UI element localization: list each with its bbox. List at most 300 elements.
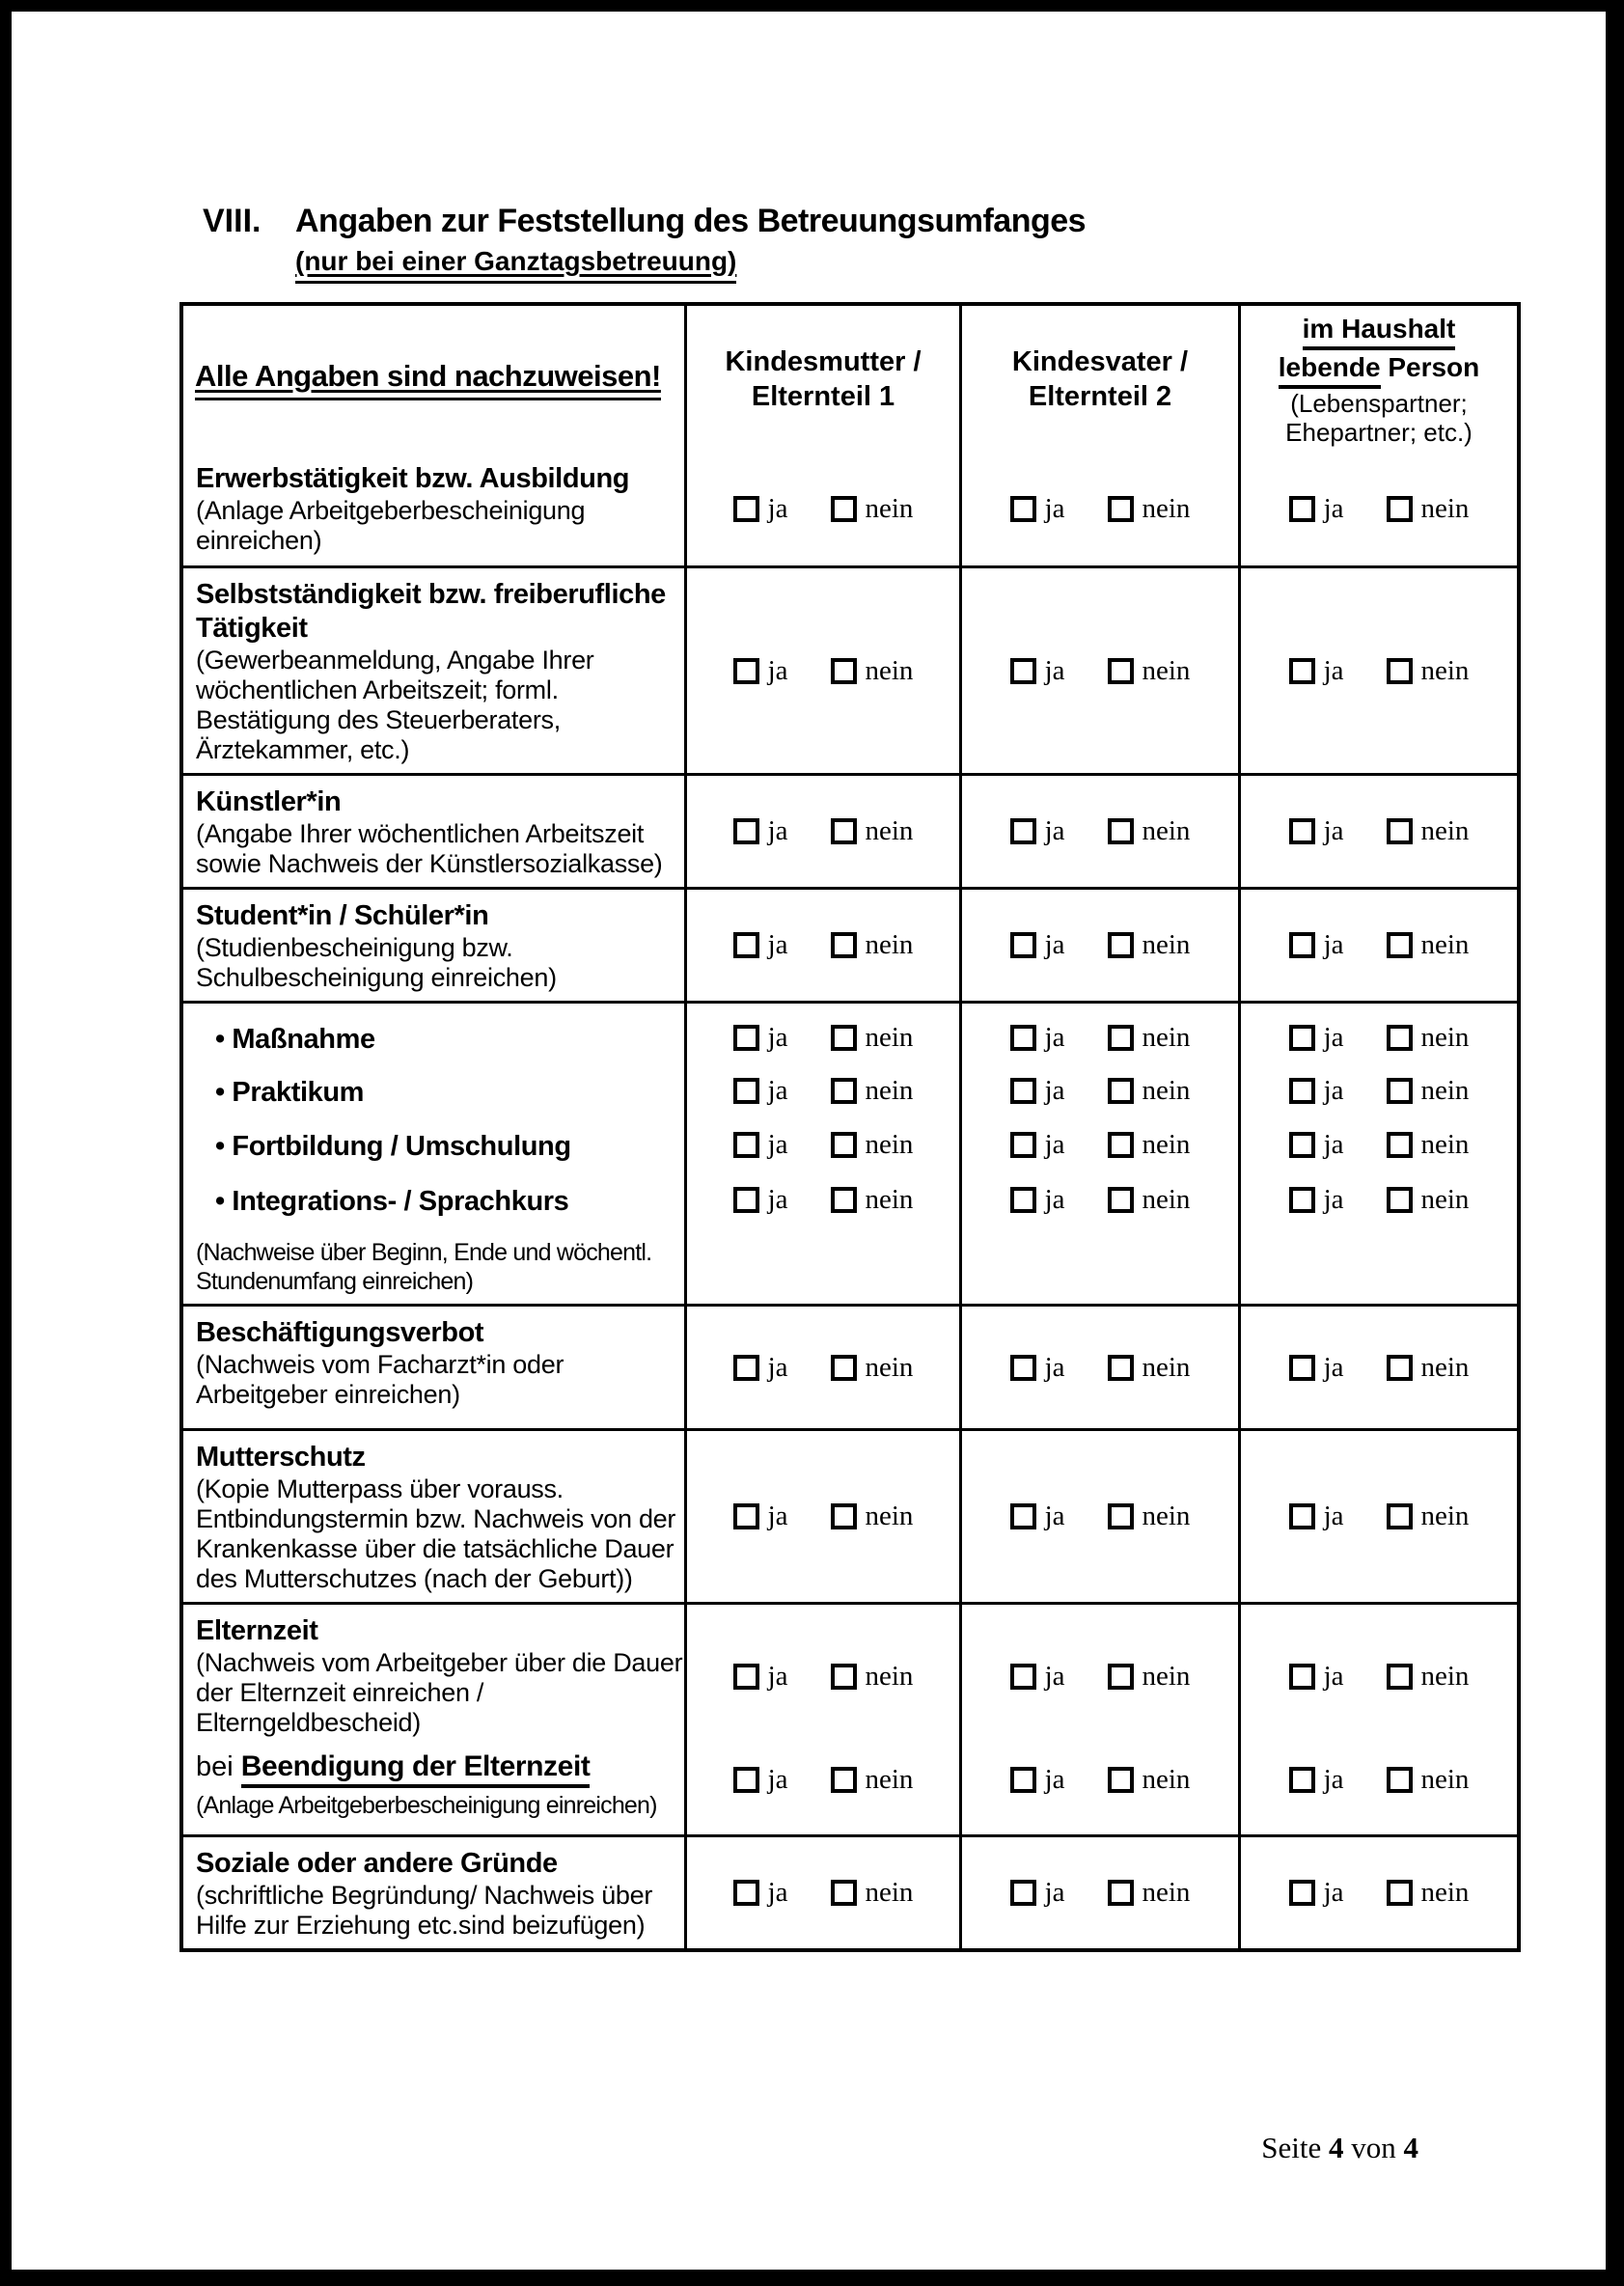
checkbox-nein-label: nein (865, 1129, 914, 1160)
checkbox-ja[interactable] (1289, 1767, 1315, 1793)
row-note: der Elternzeit einreichen / (196, 1678, 484, 1707)
answer-cell-father (959, 1307, 1238, 1428)
checkbox-nein-label: nein (865, 815, 914, 846)
checkbox-band (1243, 897, 1515, 993)
checkbox-nein[interactable] (1387, 818, 1413, 844)
table-row-elternzeit (183, 1602, 1517, 1834)
checkbox-band (964, 460, 1236, 558)
checkbox-ja-label: ja (1044, 1183, 1065, 1215)
header-col-mother: Kindesmutter / Elternteil 1 (684, 306, 959, 453)
row-note: Elterngeldbescheid) (196, 1708, 421, 1737)
checkbox-ja-label: ja (1323, 1501, 1344, 1531)
checkbox-nein[interactable] (1108, 658, 1134, 684)
checkbox-nein[interactable] (831, 1664, 857, 1690)
checkbox-group-father (1010, 1352, 1191, 1384)
checkbox-band (964, 1845, 1236, 1941)
row-note: Bestätigung des Steuerberaters, (196, 705, 561, 734)
checkbox-band (964, 1226, 1236, 1296)
checkbox-band (1243, 1314, 1515, 1420)
answer-cell-mother (684, 1605, 959, 1834)
checkbox-nein-label: nein (1420, 1075, 1470, 1106)
checkbox-nein-label: nein (1420, 1877, 1470, 1908)
checkbox-band (964, 1172, 1236, 1226)
checkbox-nein-label: nein (1142, 1183, 1191, 1215)
checkbox-ja[interactable] (1010, 932, 1036, 958)
checkbox-ja[interactable] (733, 1503, 759, 1529)
checkbox-nein-label: nein (1420, 493, 1470, 524)
checkbox-group-mother (733, 1129, 914, 1161)
checkbox-nein-label: nein (1142, 1129, 1191, 1160)
checkbox-ja-label: ja (1044, 493, 1065, 524)
answer-cell-father (959, 568, 1238, 773)
checkbox-band (1243, 1064, 1515, 1117)
row-note: wöchentlichen Arbeitszeit; forml. (196, 675, 559, 704)
checkbox-nein[interactable] (1387, 1880, 1413, 1906)
checkbox-band (689, 1117, 957, 1172)
row-title: Tätigkeit (196, 613, 308, 644)
checkbox-group-household (1289, 1764, 1470, 1796)
row-note: (Anlage Arbeitgeberbescheinigung einreichen) (196, 1792, 657, 1819)
checkbox-ja[interactable] (1289, 1025, 1315, 1051)
checkbox-nein[interactable] (1387, 1503, 1413, 1529)
checkbox-nein-label: nein (1420, 1183, 1470, 1215)
checkbox-ja[interactable] (733, 658, 759, 684)
checkbox-nein[interactable] (1387, 932, 1413, 958)
row-note: (Gewerbeanmeldung, Angabe Ihrer (196, 646, 594, 675)
answer-cell-household (1238, 890, 1517, 1001)
checkbox-nein[interactable] (1108, 1132, 1134, 1158)
checkbox-group-father (1010, 1022, 1191, 1054)
row-bullet-item: • Praktikum (196, 1077, 674, 1109)
checkbox-group-father (1010, 1075, 1191, 1107)
checkbox-nein[interactable] (1108, 1025, 1134, 1051)
checkbox-nein-label: nein (1420, 929, 1470, 960)
row-label-cell (183, 1431, 684, 1602)
checkbox-ja-label: ja (1323, 1022, 1344, 1053)
checkbox-group-household (1289, 655, 1470, 687)
checkbox-ja-label: ja (767, 929, 788, 960)
table-row-selbststaendigkeit (183, 565, 1517, 773)
checkbox-band (689, 1172, 957, 1226)
checkbox-ja-label: ja (767, 1129, 788, 1160)
row-note: einreichen) (196, 526, 322, 555)
row-note: (Studienbescheinigung bzw. (196, 933, 513, 962)
answer-cell-mother (684, 776, 959, 887)
checkbox-ja-label: ja (1323, 1351, 1344, 1383)
checkbox-ja[interactable] (733, 932, 759, 958)
checkbox-ja-label: ja (767, 1183, 788, 1215)
requirements-table (179, 302, 1521, 1952)
checkbox-ja[interactable] (1010, 1078, 1036, 1104)
checkbox-ja-label: ja (1323, 1877, 1344, 1908)
row-bullet-item: • Integrations- / Sprachkurs (196, 1186, 674, 1218)
checkbox-nein-label: nein (865, 1075, 914, 1106)
checkbox-nein-label: nein (1142, 1501, 1191, 1531)
checkbox-band (964, 576, 1236, 765)
row-label-cell (183, 1004, 684, 1304)
row-note: Entbindungstermin bzw. Nachweis von der (196, 1504, 676, 1533)
checkbox-band (964, 1064, 1236, 1117)
checkbox-nein[interactable] (1108, 496, 1134, 522)
answer-cell-father (959, 1837, 1238, 1948)
checkbox-nein[interactable] (831, 932, 857, 958)
checkbox-band (964, 1314, 1236, 1420)
table-row-soziale-gruende (183, 1834, 1517, 1948)
checkbox-nein[interactable] (1108, 1767, 1134, 1793)
checkbox-band (689, 1439, 957, 1594)
answer-cell-father (959, 1004, 1238, 1304)
row-label-part: Beendigung der Elternzeit (241, 1750, 591, 1788)
checkbox-nein-label: nein (1420, 654, 1470, 686)
checkbox-nein-label: nein (865, 1022, 914, 1053)
row-note: (Nachweis vom Arbeitgeber über die Dauer (196, 1648, 683, 1677)
row-title: Beschäftigungsverbot (196, 1317, 484, 1348)
checkbox-nein-label: nein (1420, 1501, 1470, 1531)
checkbox-group-father (1010, 1501, 1191, 1532)
checkbox-ja[interactable] (1010, 1664, 1036, 1690)
checkbox-nein-label: nein (1142, 815, 1191, 846)
checkbox-band (689, 1612, 957, 1740)
checkbox-nein[interactable] (1108, 1078, 1134, 1104)
checkbox-band (1243, 1740, 1515, 1819)
checkbox-nein[interactable] (1108, 1664, 1134, 1690)
checkbox-band (689, 1011, 957, 1064)
checkbox-ja-label: ja (1044, 1660, 1065, 1692)
page-subtitle: (nur bei einer Ganztagsbetreuung) (295, 246, 736, 284)
checkbox-nein-label: nein (865, 654, 914, 686)
checkbox-group-mother (733, 655, 914, 687)
row-note: (schriftliche Begründung/ Nachweis über (196, 1881, 653, 1910)
table-header-row (183, 306, 1517, 453)
checkbox-nein[interactable] (1108, 1355, 1134, 1381)
answer-cell-household (1238, 568, 1517, 773)
table-row-erwerbstaetigkeit (183, 453, 1517, 565)
checkbox-ja-label: ja (1044, 1877, 1065, 1908)
checkbox-ja[interactable] (1289, 1132, 1315, 1158)
checkbox-group-mother (733, 1184, 914, 1216)
checkbox-ja[interactable] (1010, 1880, 1036, 1906)
row-note: (Nachweise über Beginn, Ende und wöchentl. (196, 1239, 652, 1266)
checkbox-band (964, 1612, 1236, 1740)
checkbox-group-father (1010, 1877, 1191, 1909)
checkbox-nein-label: nein (865, 1501, 914, 1531)
checkbox-nein[interactable] (831, 1503, 857, 1529)
answer-cell-father (959, 1431, 1238, 1602)
row-title: Elternzeit (196, 1615, 318, 1646)
row-label-cell (183, 1837, 684, 1948)
checkbox-ja[interactable] (1289, 818, 1315, 844)
checkbox-group-father (1010, 1184, 1191, 1216)
checkbox-nein-label: nein (1142, 929, 1191, 960)
checkbox-nein-label: nein (1142, 1877, 1191, 1908)
checkbox-band (689, 1064, 957, 1117)
checkbox-band (1243, 1845, 1515, 1941)
checkbox-ja-label: ja (767, 1660, 788, 1692)
checkbox-ja-label: ja (1044, 1763, 1065, 1795)
checkbox-ja-label: ja (1323, 1183, 1344, 1215)
checkbox-band (964, 1117, 1236, 1172)
row-bullet-item: • Maßnahme (196, 1024, 674, 1056)
checkbox-band (1243, 1117, 1515, 1172)
checkbox-ja[interactable] (733, 818, 759, 844)
row-label-cell (183, 1605, 684, 1834)
checkbox-nein[interactable] (831, 496, 857, 522)
table-row-beschaeftigungsverbot (183, 1304, 1517, 1428)
checkbox-nein-label: nein (1420, 1763, 1470, 1795)
checkbox-nein[interactable] (1108, 818, 1134, 844)
checkbox-group-household (1289, 1022, 1470, 1054)
checkbox-nein[interactable] (1387, 1187, 1413, 1213)
checkbox-ja[interactable] (1289, 1664, 1315, 1690)
checkbox-nein[interactable] (1387, 1078, 1413, 1104)
checkbox-group-household (1289, 1352, 1470, 1384)
checkbox-group-father (1010, 929, 1191, 961)
answer-cell-household (1238, 1605, 1517, 1834)
row-label-cell (183, 776, 684, 887)
checkbox-nein-label: nein (865, 493, 914, 524)
checkbox-band (689, 784, 957, 879)
checkbox-group-father (1010, 1764, 1191, 1796)
checkbox-nein[interactable] (1387, 1132, 1413, 1158)
table-row-mutterschutz (183, 1428, 1517, 1602)
checkbox-group-household (1289, 815, 1470, 847)
row-note: (Anlage Arbeitgeberbescheinigung (196, 496, 586, 525)
checkbox-group-household (1289, 1501, 1470, 1532)
row-note: Arbeitgeber einreichen) (196, 1380, 460, 1409)
checkbox-ja-label: ja (767, 1763, 788, 1795)
row-label-cell (183, 568, 684, 773)
checkbox-ja[interactable] (1010, 1187, 1036, 1213)
row-note: Ärztekammer, etc.) (196, 735, 410, 764)
checkbox-group-household (1289, 1661, 1470, 1693)
checkbox-band (689, 1226, 957, 1296)
checkbox-group-mother (733, 1501, 914, 1532)
checkbox-group-mother (733, 1764, 914, 1796)
checkbox-nein[interactable] (1387, 1025, 1413, 1051)
checkbox-band (964, 784, 1236, 879)
checkbox-ja-label: ja (767, 654, 788, 686)
checkbox-nein[interactable] (1387, 658, 1413, 684)
checkbox-ja[interactable] (733, 1355, 759, 1381)
row-bullet-item: • Fortbildung / Umschulung (196, 1131, 674, 1163)
answer-cell-household (1238, 453, 1517, 565)
checkbox-ja-label: ja (1323, 929, 1344, 960)
checkbox-nein[interactable] (831, 1355, 857, 1381)
checkbox-ja[interactable] (1289, 1880, 1315, 1906)
answer-cell-father (959, 1605, 1238, 1834)
checkbox-ja-label: ja (1323, 815, 1344, 846)
checkbox-nein[interactable] (1108, 932, 1134, 958)
checkbox-ja[interactable] (1289, 1503, 1315, 1529)
checkbox-nein[interactable] (1387, 496, 1413, 522)
row-note: Stundenumfang einreichen) (196, 1268, 474, 1295)
checkbox-nein[interactable] (831, 1187, 857, 1213)
answer-cell-household (1238, 776, 1517, 887)
checkbox-band (1243, 460, 1515, 558)
checkbox-group-mother (733, 1022, 914, 1054)
header-col-requirements (183, 306, 684, 453)
checkbox-nein-label: nein (865, 1183, 914, 1215)
checkbox-group-father (1010, 1661, 1191, 1693)
checkbox-ja-label: ja (1044, 1351, 1065, 1383)
checkbox-ja[interactable] (733, 1664, 759, 1690)
answer-cell-mother (684, 453, 959, 565)
checkbox-group-mother (733, 1075, 914, 1107)
table-row-student-schueler (183, 887, 1517, 1001)
checkbox-group-mother (733, 1877, 914, 1909)
checkbox-group-mother (733, 815, 914, 847)
checkbox-ja[interactable] (1289, 1078, 1315, 1104)
header-col1-label: Alle Angaben sind nachzuweisen! (195, 359, 661, 400)
answer-cell-mother (684, 1837, 959, 1948)
checkbox-ja[interactable] (733, 1187, 759, 1213)
row-title: Student*in / Schüler*in (196, 900, 489, 931)
answer-cell-father (959, 453, 1238, 565)
answer-cell-household (1238, 1307, 1517, 1428)
checkbox-nein[interactable] (831, 1025, 857, 1051)
checkbox-band (1243, 1011, 1515, 1064)
row-note: Schulbescheinigung einreichen) (196, 963, 557, 992)
checkbox-nein[interactable] (1108, 1187, 1134, 1213)
checkbox-nein-label: nein (1420, 815, 1470, 846)
checkbox-ja[interactable] (733, 1078, 759, 1104)
checkbox-nein-label: nein (1142, 493, 1191, 524)
checkbox-nein-label: nein (865, 1877, 914, 1908)
checkbox-ja-label: ja (1044, 1075, 1065, 1106)
checkbox-band (689, 1740, 957, 1819)
checkbox-group-mother (733, 929, 914, 961)
row-label-cell (183, 453, 684, 565)
row-note: Hilfe zur Erziehung etc.sind beizufügen) (196, 1911, 646, 1940)
answer-cell-father (959, 890, 1238, 1001)
checkbox-nein[interactable] (831, 658, 857, 684)
checkbox-group-household (1289, 1184, 1470, 1216)
checkbox-nein-label: nein (1142, 1660, 1191, 1692)
header-col-father: Kindesvater / Elternteil 2 (959, 306, 1238, 453)
checkbox-ja-label: ja (1323, 493, 1344, 524)
answer-cell-mother (684, 1004, 959, 1304)
checkbox-group-mother (733, 1352, 914, 1384)
checkbox-ja[interactable] (1289, 496, 1315, 522)
checkbox-ja[interactable] (733, 1132, 759, 1158)
section-heading (203, 203, 1086, 284)
checkbox-nein[interactable] (831, 1767, 857, 1793)
checkbox-band (1243, 1226, 1515, 1296)
checkbox-nein-label: nein (1420, 1022, 1470, 1053)
checkbox-ja-label: ja (767, 815, 788, 846)
checkbox-group-father (1010, 1129, 1191, 1161)
checkbox-nein[interactable] (1108, 1880, 1134, 1906)
checkbox-band (689, 897, 957, 993)
checkbox-band (1243, 576, 1515, 765)
checkbox-ja[interactable] (1010, 1132, 1036, 1158)
checkbox-ja[interactable] (1289, 932, 1315, 958)
row-label-mixed (196, 1748, 674, 1791)
row-label-cell (183, 1307, 684, 1428)
row-note: sowie Nachweis der Künstlersozialkasse) (196, 849, 663, 878)
checkbox-nein-label: nein (1420, 1351, 1470, 1383)
answer-cell-mother (684, 890, 959, 1001)
checkbox-ja[interactable] (1289, 1187, 1315, 1213)
checkbox-ja[interactable] (733, 1025, 759, 1051)
checkbox-ja-label: ja (1044, 1501, 1065, 1531)
row-note: Krankenkasse über die tatsächliche Dauer (196, 1534, 674, 1563)
checkbox-ja[interactable] (1010, 658, 1036, 684)
checkbox-nein[interactable] (831, 1880, 857, 1906)
checkbox-nein-label: nein (1142, 654, 1191, 686)
checkbox-ja[interactable] (1010, 1767, 1036, 1793)
checkbox-band (964, 897, 1236, 993)
checkbox-nein[interactable] (831, 818, 857, 844)
checkbox-ja[interactable] (1010, 1503, 1036, 1529)
checkbox-ja-label: ja (767, 1501, 788, 1531)
checkbox-ja[interactable] (1010, 496, 1036, 522)
checkbox-group-father (1010, 815, 1191, 847)
row-title: Künstler*in (196, 786, 342, 817)
row-note: (Nachweis vom Facharzt*in oder (196, 1350, 564, 1379)
row-label-part: bei (196, 1751, 241, 1782)
checkbox-band (689, 1314, 957, 1420)
checkbox-ja-label: ja (1044, 654, 1065, 686)
checkbox-nein-label: nein (1142, 1351, 1191, 1383)
checkbox-group-mother (733, 493, 914, 525)
checkbox-ja-label: ja (1323, 1763, 1344, 1795)
checkbox-nein[interactable] (1108, 1503, 1134, 1529)
checkbox-nein[interactable] (1387, 1767, 1413, 1793)
row-note: (Angabe Ihrer wöchentlichen Arbeitszeit (196, 819, 645, 848)
checkbox-ja[interactable] (733, 1880, 759, 1906)
checkbox-band (1243, 1612, 1515, 1740)
checkbox-nein-label: nein (1420, 1660, 1470, 1692)
answer-cell-father (959, 776, 1238, 887)
checkbox-ja[interactable] (1010, 818, 1036, 844)
checkbox-nein[interactable] (1387, 1664, 1413, 1690)
checkbox-nein[interactable] (831, 1078, 857, 1104)
section-number: VIII. (203, 203, 261, 239)
checkbox-band (689, 460, 957, 558)
checkbox-nein-label: nein (865, 1351, 914, 1383)
checkbox-group-household (1289, 1877, 1470, 1909)
row-note: (Kopie Mutterpass über vorauss. (196, 1474, 564, 1503)
checkbox-nein[interactable] (831, 1132, 857, 1158)
checkbox-nein-label: nein (1142, 1022, 1191, 1053)
table-row-kurse (183, 1001, 1517, 1304)
checkbox-band (1243, 1172, 1515, 1226)
checkbox-nein-label: nein (1142, 1075, 1191, 1106)
checkbox-ja-label: ja (1323, 1075, 1344, 1106)
checkbox-ja[interactable] (1289, 658, 1315, 684)
checkbox-band (1243, 1439, 1515, 1594)
checkbox-group-father (1010, 493, 1191, 525)
row-title: Mutterschutz (196, 1442, 366, 1473)
checkbox-ja[interactable] (1010, 1025, 1036, 1051)
checkbox-ja[interactable] (1289, 1355, 1315, 1381)
checkbox-group-household (1289, 493, 1470, 525)
row-note: des Mutterschutzes (nach der Geburt)) (196, 1564, 633, 1593)
checkbox-nein-label: nein (1142, 1763, 1191, 1795)
checkbox-ja[interactable] (733, 496, 759, 522)
checkbox-ja-label: ja (1044, 929, 1065, 960)
checkbox-ja-label: ja (767, 1022, 788, 1053)
checkbox-band (1243, 784, 1515, 879)
checkbox-ja[interactable] (1010, 1355, 1036, 1381)
checkbox-ja[interactable] (733, 1767, 759, 1793)
checkbox-ja-label: ja (1323, 1660, 1344, 1692)
answer-cell-mother (684, 1307, 959, 1428)
checkbox-ja-label: ja (1044, 1022, 1065, 1053)
checkbox-group-father (1010, 655, 1191, 687)
checkbox-nein[interactable] (1387, 1355, 1413, 1381)
